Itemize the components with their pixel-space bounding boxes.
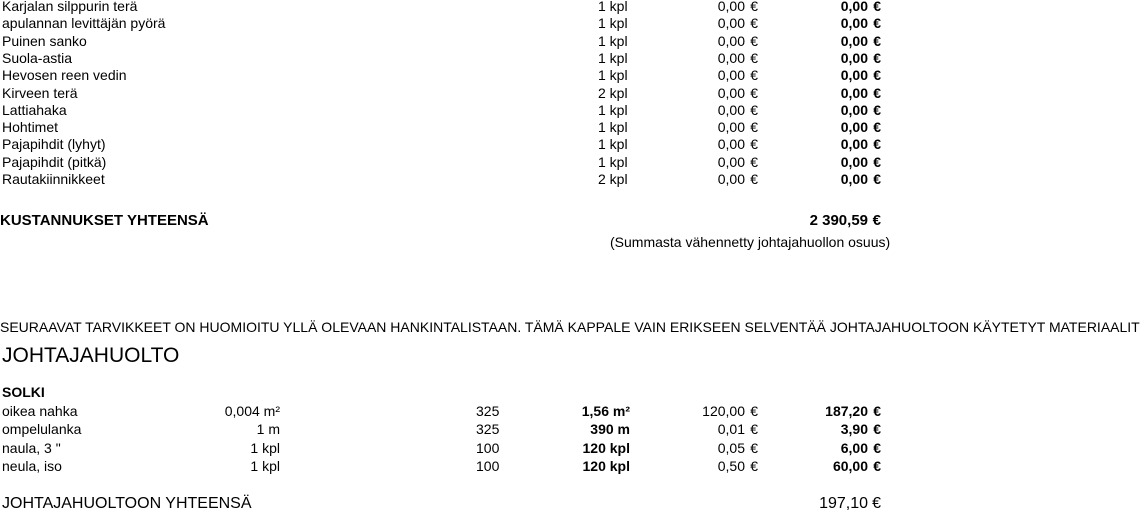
section-total-value: 197,10 — [819, 495, 868, 512]
item-name: Pajapihdit (lyhyt) — [2, 136, 106, 153]
item-total: 0,00 — [840, 101, 868, 118]
item-name: Kirveen terä — [2, 84, 78, 101]
euro-icon: € — [750, 421, 758, 438]
material-amount: 0,004 m² — [224, 403, 280, 419]
item-total: 0,00 — [840, 32, 868, 49]
item-qty: 2 kpl — [598, 171, 628, 187]
material-count: 325 — [476, 403, 500, 419]
euro-icon: € — [750, 153, 758, 170]
euro-icon: € — [750, 119, 758, 136]
item-total: 0,00 — [840, 136, 868, 153]
item-qty: 1 kpl — [598, 136, 628, 153]
item-price: 0,00 — [717, 49, 745, 66]
euro-icon: € — [750, 84, 758, 101]
table-row — [0, 119, 960, 136]
costs-total-value: 2 390,59 — [809, 212, 868, 229]
table-row — [0, 136, 960, 153]
material-amount: 1 m — [256, 421, 280, 438]
euro-icon: € — [873, 136, 881, 153]
item-name: apulannan levittäjän pyörä — [2, 15, 166, 32]
item-qty: 1 kpl — [598, 0, 628, 14]
euro-icon: € — [873, 171, 881, 187]
costs-total-note: (Summasta vähennetty johtajahuollon osuus) — [610, 234, 891, 250]
item-price: 0,00 — [717, 153, 745, 170]
material-total-amount: 120 kpl — [582, 439, 630, 456]
material-unit-price: 0,50 — [717, 457, 745, 474]
euro-icon: € — [873, 119, 881, 136]
material-name: oikea nahka — [2, 403, 78, 419]
euro-icon: € — [750, 403, 758, 419]
section-total-row — [0, 494, 960, 514]
item-price: 0,00 — [717, 136, 745, 153]
material-total-amount: 120 kpl — [582, 457, 630, 474]
euro-icon: € — [873, 403, 881, 419]
section-title-row — [0, 343, 960, 369]
material-total-amount: 1,56 m² — [581, 403, 630, 419]
euro-icon: € — [750, 457, 758, 474]
item-price: 0,00 — [717, 67, 745, 84]
material-count: 100 — [476, 439, 500, 456]
item-total: 0,00 — [840, 171, 868, 187]
table-row — [0, 403, 960, 420]
item-price: 0,00 — [717, 171, 745, 187]
item-name: Suola-astia — [2, 49, 73, 66]
euro-icon: € — [750, 101, 758, 118]
item-name: Hohtimet — [2, 119, 59, 136]
material-total-amount: 390 m — [590, 421, 630, 438]
euro-icon: € — [873, 421, 881, 438]
euro-icon: € — [873, 457, 881, 474]
item-price: 0,00 — [717, 0, 745, 14]
material-count: 325 — [476, 421, 500, 438]
euro-icon: € — [872, 495, 881, 512]
material-total: 60,00 — [832, 457, 868, 474]
euro-icon: € — [750, 439, 758, 456]
euro-icon: € — [873, 32, 881, 49]
euro-icon: € — [873, 84, 881, 101]
material-unit-price: 0,01 — [717, 421, 745, 438]
item-qty: 1 kpl — [598, 153, 628, 170]
euro-icon: € — [873, 0, 881, 14]
item-price: 0,00 — [717, 84, 745, 101]
table-row — [0, 154, 960, 171]
subsection-title: SOLKI — [2, 384, 45, 400]
section-title: JOHTAJAHUOLTO — [2, 344, 180, 367]
table-row — [0, 102, 960, 119]
item-name: Lattiahaka — [2, 101, 67, 118]
material-name: ompelulanka — [2, 421, 82, 438]
material-amount: 1 kpl — [250, 457, 280, 474]
item-total: 0,00 — [840, 0, 868, 14]
euro-icon: € — [750, 67, 758, 84]
euro-icon: € — [872, 212, 881, 229]
item-total: 0,00 — [840, 67, 868, 84]
euro-icon: € — [750, 15, 758, 32]
euro-icon: € — [873, 67, 881, 84]
item-price: 0,00 — [717, 101, 745, 118]
item-total: 0,00 — [840, 119, 868, 136]
item-total: 0,00 — [840, 153, 868, 170]
notice-row — [0, 319, 1140, 336]
material-name: neula, iso — [2, 457, 62, 474]
material-total: 3,90 — [840, 421, 868, 438]
table-row — [0, 458, 960, 475]
item-name: Karjalan silppurin terä — [2, 0, 138, 14]
euro-icon: € — [750, 32, 758, 49]
table-row — [0, 421, 960, 438]
material-unit-price: 0,05 — [717, 439, 745, 456]
table-row — [0, 67, 960, 84]
item-name: Puinen sanko — [2, 32, 87, 49]
material-total: 187,20 — [825, 403, 868, 419]
euro-icon: € — [750, 0, 758, 14]
item-price: 0,00 — [717, 119, 745, 136]
item-qty: 1 kpl — [598, 49, 628, 66]
subsection-title-row — [0, 384, 960, 401]
item-qty: 1 kpl — [598, 101, 628, 118]
table-row — [0, 33, 960, 50]
euro-icon: € — [873, 15, 881, 32]
item-name: Hevosen reen vedin — [2, 67, 127, 84]
item-name: Pajapihdit (pitkä) — [2, 153, 107, 170]
table-row — [0, 440, 960, 457]
euro-icon: € — [750, 136, 758, 153]
euro-icon: € — [873, 153, 881, 170]
costs-total-label: KUSTANNUKSET YHTEENSÄ — [0, 212, 209, 229]
euro-icon: € — [750, 171, 758, 187]
table-row — [0, 15, 960, 32]
table-row — [0, 50, 960, 67]
item-qty: 1 kpl — [598, 119, 628, 136]
costs-total-row — [0, 212, 960, 229]
material-count: 100 — [476, 457, 500, 474]
euro-icon: € — [873, 49, 881, 66]
item-total: 0,00 — [840, 15, 868, 32]
euro-icon: € — [750, 49, 758, 66]
notice-text: SEURAAVAT TARVIKKEET ON HUOMIOITU YLLÄ OLEVAAN HANKINTALISTAAN. TÄMÄ KAPPALE VAIN ERIKSEEN SELVENTÄÄ JOHTAJAHUOLTOON KÄYTETYT MATERIAALIT — [0, 319, 1140, 335]
table-row — [0, 85, 960, 102]
section-total-label: JOHTAJAHUOLTOON YHTEENSÄ — [2, 495, 252, 512]
material-amount: 1 kpl — [250, 439, 280, 456]
item-name: Rautakiinnikkeet — [2, 171, 105, 187]
euro-icon: € — [873, 439, 881, 456]
costs-total-note-row — [0, 234, 960, 251]
item-price: 0,00 — [717, 32, 745, 49]
item-qty: 1 kpl — [598, 67, 628, 84]
item-qty: 1 kpl — [598, 15, 628, 32]
table-row — [0, 0, 960, 15]
material-name: naula, 3 " — [2, 439, 61, 456]
item-total: 0,00 — [840, 49, 868, 66]
material-total: 6,00 — [840, 439, 868, 456]
item-total: 0,00 — [840, 84, 868, 101]
euro-icon: € — [873, 101, 881, 118]
material-unit-price: 120,00 — [702, 403, 745, 419]
item-qty: 2 kpl — [598, 84, 628, 101]
table-row — [0, 171, 960, 188]
item-qty: 1 kpl — [598, 32, 628, 49]
item-price: 0,00 — [717, 15, 745, 32]
